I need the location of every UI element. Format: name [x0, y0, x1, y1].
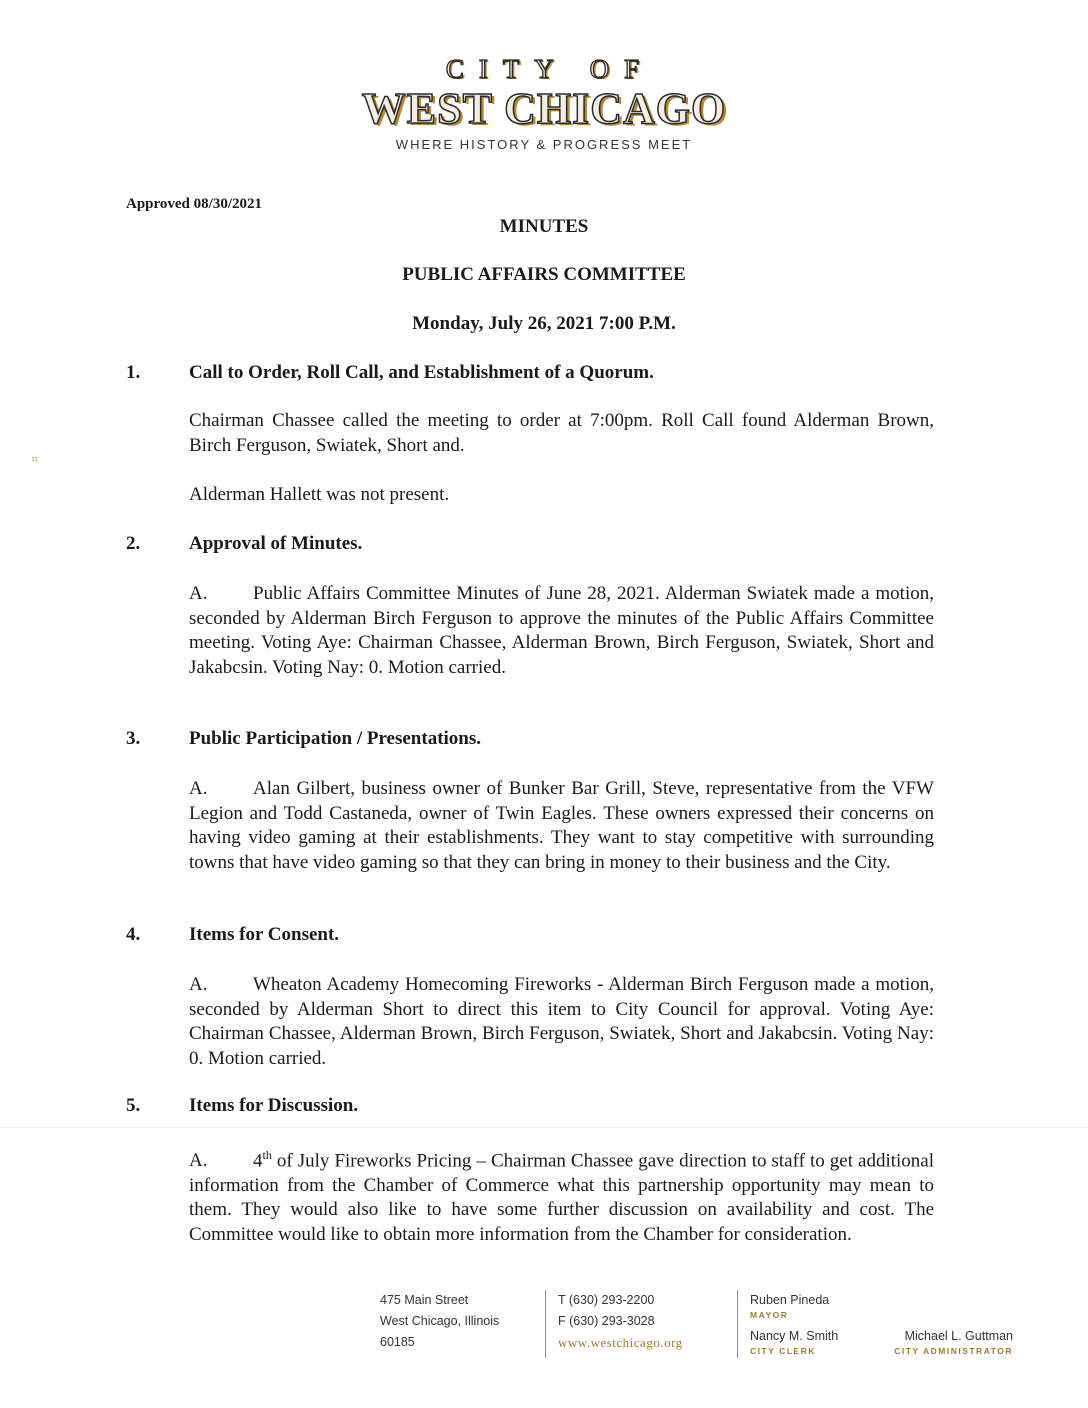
section-2-title: Approval of Minutes.: [189, 533, 363, 554]
footer-mayor: [750, 1293, 829, 1323]
item-number: 4: [253, 1150, 263, 1172]
clerk-name: Nancy M. Smith: [750, 1329, 839, 1343]
section-3-item-a: [189, 777, 934, 875]
mayor-name: Ruben Pineda: [750, 1293, 830, 1307]
section-4-title: Items for Consent.: [189, 924, 340, 945]
footer-zip: 60185: [380, 1335, 415, 1349]
margin-mark-icon: ⠶: [31, 454, 39, 465]
admin-name: Michael L. Guttman: [904, 1329, 1013, 1343]
item-text: Wheaton Academy Homecoming Fireworks - Alderman Birch Ferguson made a motion, seconded by Alderman Short to direct this item to City Council for approval. Voting Aye: Chairman Chassee, Alderman Brown, Birch Ferguson, Swiatek, Short and Jakabcsin. Voting Nay: 0. Motion carried.: [189, 974, 934, 1069]
footer-website: www.westchicago.org: [558, 1335, 683, 1350]
item-label: A.: [189, 1150, 208, 1172]
approval-stamp: Approved 08/30/2021: [126, 196, 262, 212]
admin-role: CITY ADMINISTRATOR: [894, 1346, 1013, 1356]
footer-city: West Chicago, Illinois: [380, 1314, 500, 1328]
section-4-number: 4.: [126, 924, 141, 945]
section-1-absence: Alderman Hallett was not present.: [189, 484, 450, 505]
item-label: A.: [189, 974, 208, 995]
footer-divider: [545, 1290, 546, 1358]
section-1-number: 1.: [126, 362, 141, 383]
city-logo: [0, 54, 1088, 132]
footer-fax: F (630) 293-3028: [558, 1314, 655, 1328]
footer-address: [380, 1290, 499, 1353]
section-5-item-a: [189, 1143, 934, 1247]
item-text: of July Fireworks Pricing – Chairman Chassee gave direction to staff to get additional information from the Chamber of Commerce what this partnership opportunity may mean to them. They would also like to have some further discussion on availability and cost. The Committee would like to obtain more information from the Chamber for consideration.: [189, 1150, 934, 1245]
item-label: A.: [189, 778, 208, 799]
footer-contact: [558, 1290, 683, 1353]
section-2-item-a: [189, 582, 934, 680]
footer-phone: T (630) 293-2200: [558, 1293, 655, 1307]
committee-name: PUBLIC AFFAIRS COMMITTEE: [402, 264, 686, 285]
section-5-number: 5.: [126, 1095, 141, 1116]
section-3-title: Public Participation / Presentations.: [189, 728, 482, 749]
item-text: Alan Gilbert, business owner of Bunker Bar Grill, Steve, representative from the VFW Legion and Todd Castaneda, owner of Twin Eagles. These owners expressed their concerns on having video gaming at their establishments. They want to stay competitive with surrounding towns that have video gaming so that they can bring in money to their business and the City.: [189, 778, 934, 873]
footer-clerk: [750, 1329, 838, 1359]
logo-city-name: WEST CHICAGO: [361, 84, 727, 133]
section-5-title: Items for Discussion.: [189, 1095, 359, 1116]
footer-administrator: [870, 1329, 1013, 1359]
footer-street: 475 Main Street: [380, 1293, 469, 1307]
footer-divider: [737, 1290, 738, 1358]
tagline: WHERE HISTORY & PROGRESS MEET: [395, 137, 693, 152]
clerk-role: CITY CLERK: [750, 1346, 816, 1356]
section-1-title: Call to Order, Roll Call, and Establishment of a Quorum.: [189, 362, 654, 383]
scan-artifact-line: [0, 1127, 1088, 1128]
mayor-role: MAYOR: [750, 1310, 789, 1320]
section-2-number: 2.: [126, 533, 141, 554]
item-label: A.: [189, 583, 208, 604]
doc-title: MINUTES: [499, 216, 589, 237]
logo-city-of: CITY OF: [445, 54, 655, 84]
meeting-date: Monday, July 26, 2021 7:00 P.M.: [412, 313, 676, 334]
item-superscript: th: [262, 1148, 272, 1162]
section-4-item-a: [189, 973, 934, 1071]
item-text: Public Affairs Committee Minutes of June 28, 2021. Alderman Swiatek made a motion, seconded by Alderman Birch Ferguson to approve the minutes of the Public Affairs Committee meeting. Voting Aye: Chairman Chassee, Alderman Brown, Birch Ferguson, Swiatek, Short and Jakabcsin. Voting Nay: 0. Motion carried.: [189, 583, 934, 678]
section-3-number: 3.: [126, 728, 141, 749]
section-1-paragraph: Chairman Chassee called the meeting to order at 7:00pm. Roll Call found Alderman Brown, Birch Ferguson, Swiatek, Short and.: [189, 410, 934, 456]
